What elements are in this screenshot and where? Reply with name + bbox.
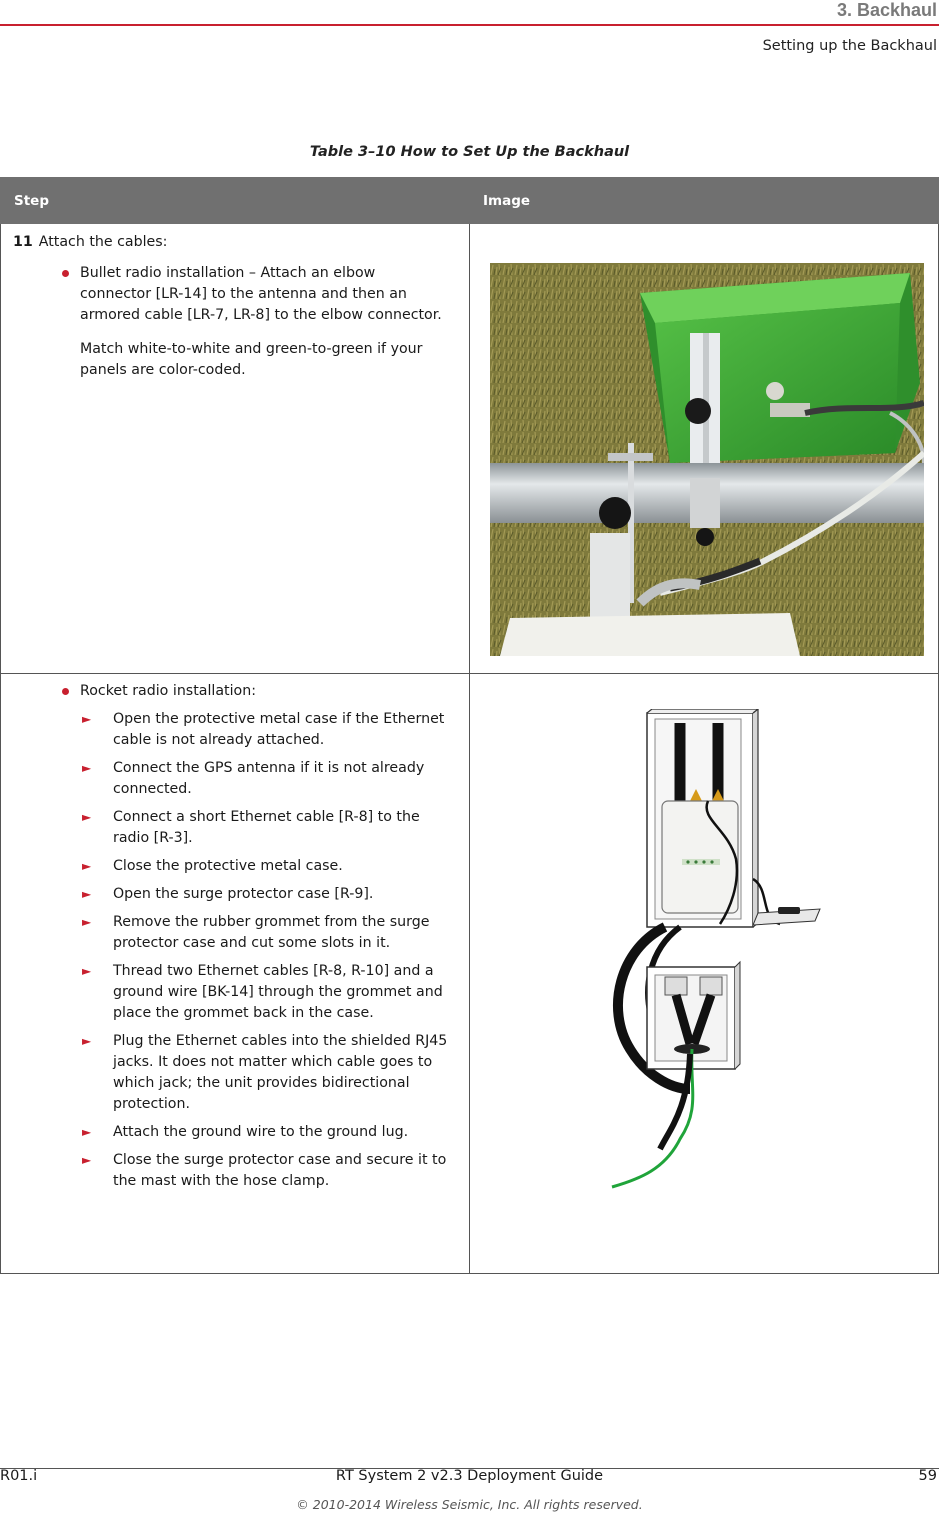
sub-item: ► Connect a short Ethernet cable [R-8] to the radio [R-3]. (82, 809, 420, 846)
list-item (80, 263, 449, 326)
footer-revision: R01.i (0, 1468, 38, 1484)
sub-item: ► Thread two Ethernet cables [R-8, R-10] and a ground wire [BK-14] through the grommet and place the grommet back in the case. (82, 963, 443, 1021)
bullet-dot-icon (62, 688, 69, 695)
triangle-right-icon: ► (82, 1125, 92, 1139)
table-row (1, 674, 939, 1274)
column-header-step: Step (1, 178, 470, 224)
bullet-text: Rocket radio installation: (80, 683, 256, 699)
table-row (1, 224, 939, 674)
bullet-text: Bullet radio installation – Attach an elbow connector [LR-14] to the antenna and then an armored cable [LR-7, LR-8] to the elbow connector. (80, 265, 442, 323)
step-cell (1, 674, 470, 1274)
sub-item: ► Open the surge protector case [R-9]. (113, 884, 453, 905)
sub-item: ► Close the surge protector case and secure it to the mast with the hose clamp. (82, 1152, 447, 1189)
bullet-radio-photo (490, 263, 924, 656)
bullet-dot-icon (62, 270, 69, 277)
page-number: 59 (918, 1468, 937, 1484)
footer-title: RT System 2 v2.3 Deployment Guide (335, 1468, 604, 1484)
triangle-right-icon: ► (82, 859, 92, 873)
sub-item: ► Connect the GPS antenna if it is not already connected. (82, 760, 425, 797)
rocket-radio-diagram (610, 709, 825, 1219)
header-rule (0, 24, 939, 26)
copyright: © 2010-2014 Wireless Seismic, Inc. All rights reserved. (296, 1497, 643, 1512)
step-number: 11 (13, 234, 33, 250)
column-header-image: Image (470, 178, 939, 224)
steps-table (0, 177, 939, 1274)
sub-item: ► Plug the Ethernet cables into the shielded RJ45 jacks. It does not matter which cable goes to which jack; the unit provides bidirectional protection. (82, 1033, 448, 1112)
list-item (80, 681, 449, 702)
triangle-right-icon: ► (82, 915, 92, 929)
step-intro: Attach the cables: (38, 234, 168, 250)
chapter-title: 3. Backhaul (836, 0, 937, 20)
triangle-right-icon: ► (82, 712, 92, 726)
sub-item: ► Attach the ground wire to the ground lug. (113, 1122, 453, 1143)
sub-item: ► Open the protective metal case if the Ethernet cable is not already attached. (82, 711, 445, 748)
triangle-right-icon: ► (82, 810, 92, 824)
image-cell (470, 674, 939, 1274)
table-caption: Table 3–10 How to Set Up the Backhaul (309, 144, 630, 160)
triangle-right-icon: ► (82, 761, 92, 775)
triangle-right-icon: ► (82, 964, 92, 978)
triangle-right-icon: ► (82, 1034, 92, 1048)
image-cell (470, 224, 939, 674)
sub-item: ► Remove the rubber grommet from the surge protector case and cut some slots in it. (82, 914, 430, 951)
step-cell (1, 224, 470, 674)
section-title: Setting up the Backhaul (762, 38, 937, 54)
step-note: Match white-to-white and green-to-green if your panels are color-coded. (80, 341, 423, 378)
sub-item: ► Close the protective metal case. (113, 856, 453, 877)
triangle-right-icon: ► (82, 1153, 92, 1167)
triangle-right-icon: ► (82, 887, 92, 901)
